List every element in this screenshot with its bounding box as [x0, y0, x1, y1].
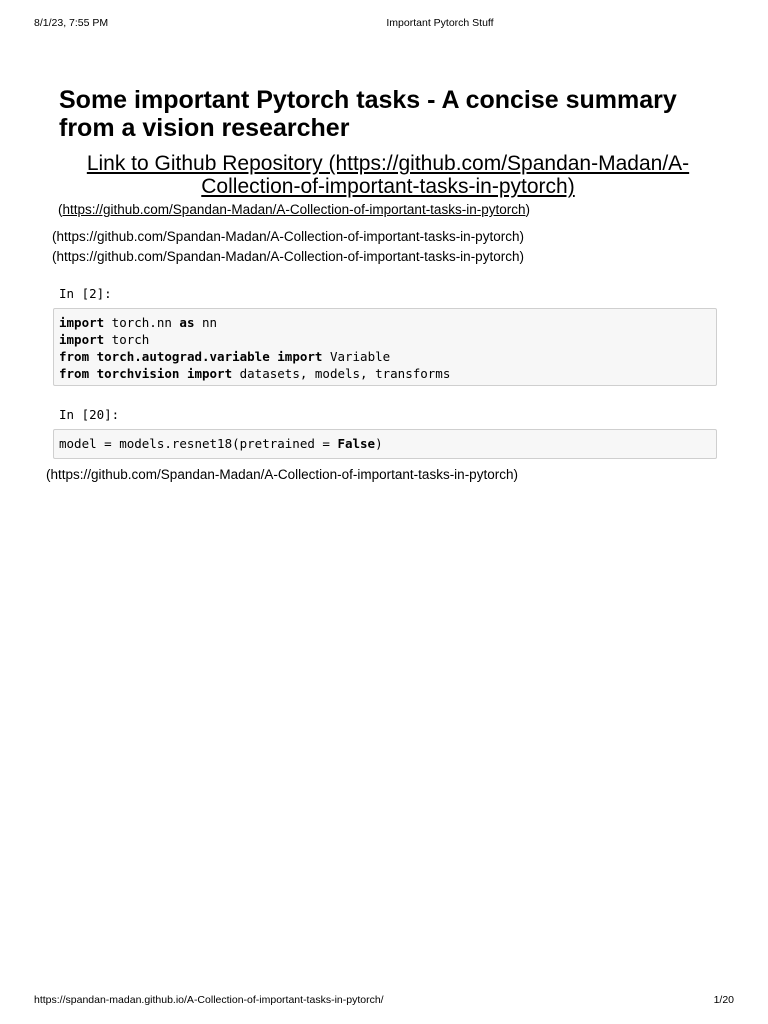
code-line	[59, 314, 711, 331]
code-cell-imports[interactable]	[53, 308, 717, 386]
code-line	[59, 348, 711, 365]
print-footer-url: https://spandan-madan.github.io/A-Collection-of-important-tasks-in-pytorch/	[34, 994, 384, 1006]
code-keyword: import	[186, 366, 233, 381]
code-text: )	[375, 436, 383, 451]
url-line-1-open: (	[58, 202, 63, 217]
code-keyword: False	[337, 436, 376, 451]
url-line-3: (https://github.com/Spandan-Madan/A-Collection-of-important-tasks-in-pytorch)	[52, 249, 524, 264]
code-text: torch	[104, 332, 150, 347]
code-text: torch.autograd.variable	[89, 349, 278, 364]
code-line	[59, 331, 711, 348]
code-text: nn	[194, 315, 218, 330]
code-cell-model[interactable]	[53, 429, 717, 459]
github-repository-link[interactable]: Link to Github Repository (https://github.com/Spandan-Madan/A-Collection-of-important-tasks-in-pytorch)	[86, 152, 690, 198]
url-line-1-close: )	[525, 202, 530, 217]
code-text: Variable	[322, 349, 391, 364]
code-line	[59, 435, 711, 452]
code-text: model = models.resnet18(pretrained =	[59, 436, 338, 451]
page-number: 1/20	[713, 994, 734, 1006]
url-line-1	[58, 202, 530, 217]
code-keyword: from	[59, 366, 90, 381]
code-keyword: as	[179, 315, 195, 330]
code-text: torchvision	[89, 366, 187, 381]
code-line	[59, 365, 711, 382]
code-keyword: from	[59, 349, 90, 364]
url-line-4: (https://github.com/Spandan-Madan/A-Collection-of-important-tasks-in-pytorch)	[46, 467, 518, 482]
print-date: 8/1/23, 7:55 PM	[34, 17, 109, 29]
code-keyword: import	[59, 332, 105, 347]
code-text: torch.nn	[104, 315, 180, 330]
print-header-title: Important Pytorch Stuff	[386, 17, 494, 29]
code-keyword: import	[277, 349, 323, 364]
cell1-prompt: In [2]:	[59, 286, 112, 301]
url-line-1-link[interactable]: https://github.com/Spandan-Madan/A-Collection-of-important-tasks-in-pytorch	[62, 202, 526, 217]
cell2-prompt: In [20]:	[59, 407, 120, 422]
code-text: datasets, models, transforms	[232, 366, 451, 381]
url-line-2: (https://github.com/Spandan-Madan/A-Collection-of-important-tasks-in-pytorch)	[52, 229, 524, 244]
page-title: Some important Pytorch tasks - A concise summary from a vision researcher	[59, 86, 677, 142]
code-keyword: import	[59, 315, 105, 330]
